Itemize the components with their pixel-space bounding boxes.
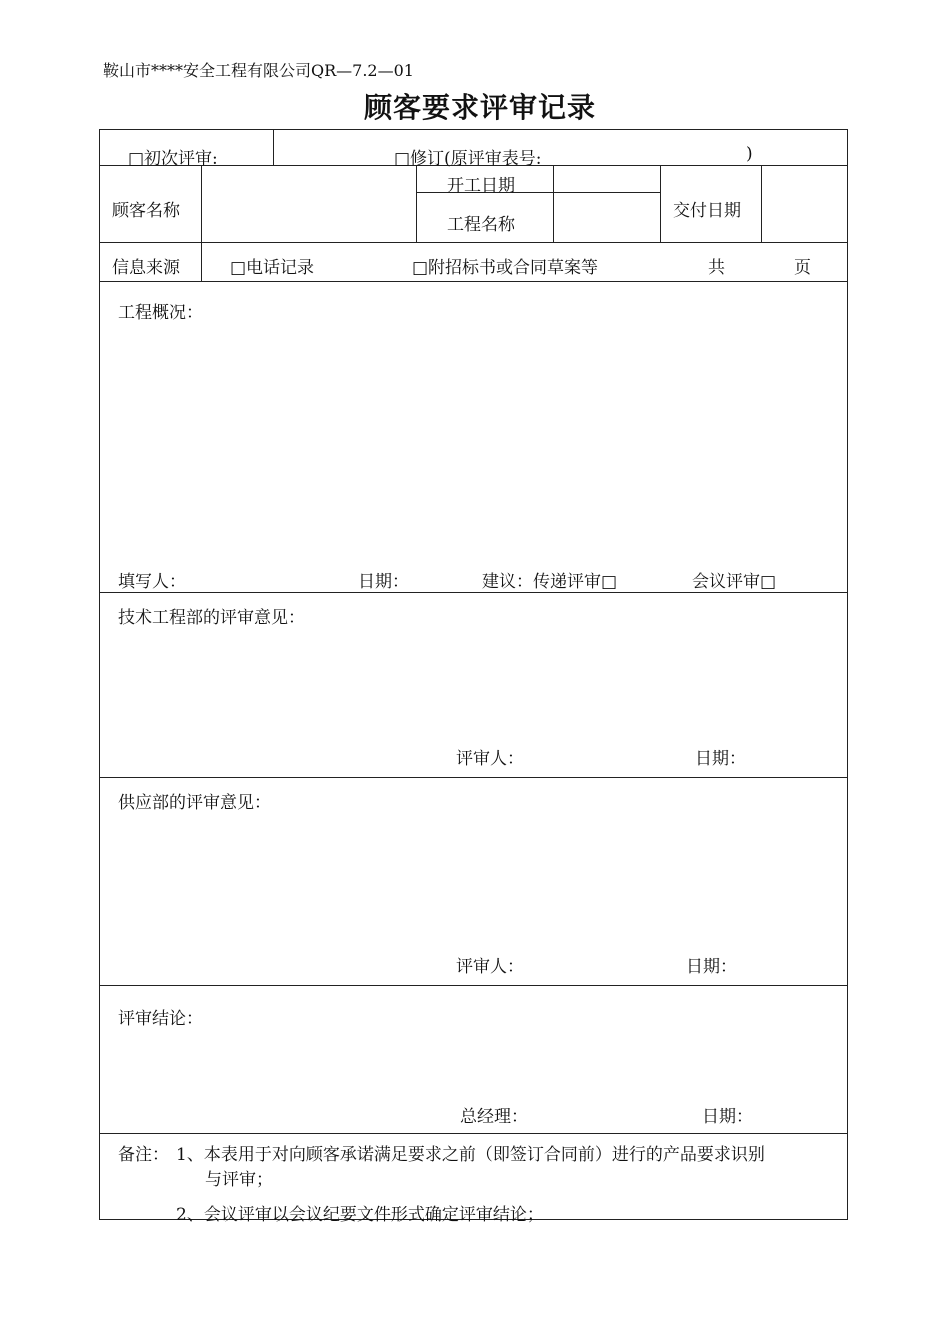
supply-reviewer-label: 评审人： — [456, 957, 524, 977]
tech-review-label: 技术工程部的评审意见： — [118, 608, 305, 628]
tech-date-label: 日期： — [695, 749, 746, 769]
conclusion-date-label: 日期： — [702, 1107, 753, 1127]
phone-record-checkbox[interactable]: □电话记录 — [230, 258, 315, 278]
start-date-label: 开工日期 — [447, 176, 515, 196]
supply-review-label: 供应部的评审意见： — [118, 793, 271, 813]
overview-label: 工程概况： — [118, 303, 203, 323]
pages-label: 页 — [794, 258, 811, 278]
overview-date-label: 日期： — [358, 572, 409, 592]
supply-date-label: 日期： — [686, 957, 737, 977]
conclusion-label: 评审结论： — [118, 1009, 203, 1029]
relay-review-checkbox[interactable]: 建议：传递评审□ — [482, 572, 618, 592]
page-title: 顾客要求评审记录 — [363, 91, 596, 124]
tech-reviewer-label: 评审人： — [456, 749, 524, 769]
attachment-checkbox[interactable]: □附招标书或合同草案等 — [412, 258, 599, 278]
info-source-label: 信息来源 — [112, 258, 180, 278]
note-2: 2、会议评审以会议纪要文件形式确定评审结论； — [176, 1205, 544, 1225]
delivery-date-label: 交付日期 — [673, 201, 741, 221]
revision-close-paren: ) — [746, 144, 753, 164]
note-1: 1、本表用于对向顾客承诺满足要求之前（即签订合同前）进行的产品要求识别 — [176, 1145, 765, 1165]
company-header: 鞍山市****安全工程有限公司QR—7.2—01 — [103, 61, 414, 80]
project-name-label: 工程名称 — [447, 215, 515, 235]
notes-label: 备注： — [118, 1145, 169, 1165]
note-1-continued: 与评审； — [205, 1170, 273, 1190]
filler-label: 填写人： — [118, 572, 186, 592]
meeting-review-checkbox[interactable]: 会议评审□ — [692, 572, 777, 592]
customer-name-label: 顾客名称 — [112, 201, 180, 221]
revision-checkbox[interactable]: □修订(原评审表号: — [394, 149, 542, 169]
general-manager-label: 总经理： — [460, 1107, 528, 1127]
initial-review-checkbox[interactable]: □初次评审: — [128, 149, 218, 169]
total-label: 共 — [708, 258, 725, 278]
